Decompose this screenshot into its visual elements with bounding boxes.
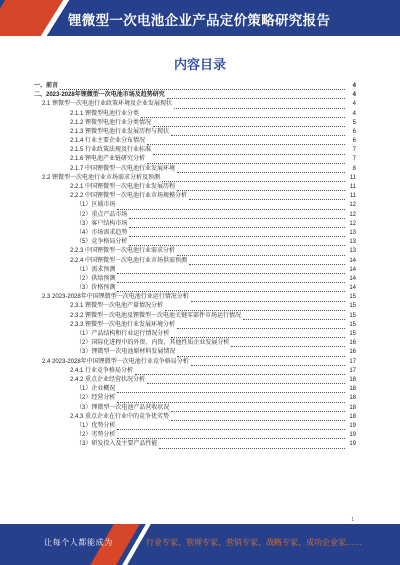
toc-entry[interactable] bbox=[34, 257, 356, 266]
toc-entry[interactable] bbox=[34, 128, 356, 137]
toc-entry-label: （3）锂微型一次电池原材料发展情况 bbox=[34, 348, 176, 357]
toc-leader-dots bbox=[129, 221, 345, 228]
toc-leader-dots bbox=[231, 340, 345, 347]
toc-leader-dots bbox=[117, 285, 345, 292]
toc-entry-label: 2.2 锂微型一次电池行业市场需求分析及预测 bbox=[34, 174, 161, 183]
toc-entry[interactable] bbox=[34, 376, 356, 385]
toc-leader-dots bbox=[177, 322, 345, 329]
toc-entry-label: 2.1.1 锂微型电池行业分类 bbox=[34, 110, 140, 119]
toc-entry[interactable] bbox=[34, 156, 356, 165]
toc-entry[interactable] bbox=[34, 82, 356, 91]
toc-leader-dots bbox=[171, 129, 345, 136]
toc-entry-label: 2.1.2 锂微型电池行业分类情况 bbox=[34, 119, 152, 128]
toc-entry[interactable] bbox=[34, 440, 356, 449]
toc-entry-page: 6 bbox=[352, 138, 356, 145]
toc-entry[interactable] bbox=[34, 303, 356, 312]
toc-leader-dots bbox=[117, 432, 345, 439]
toc-leader-dots bbox=[191, 295, 345, 302]
toc-entry-label: 二、2023-2028年锂微型一次电池市场及趋势研究 bbox=[34, 91, 166, 100]
toc-entry-label: （3）锂微型一次电池产品营收状况 bbox=[34, 404, 170, 413]
toc-entry-page: 7 bbox=[352, 147, 356, 154]
toc-leader-dots bbox=[243, 313, 345, 320]
toc-entry-page: 13 bbox=[349, 239, 356, 246]
toc-entry[interactable] bbox=[34, 321, 356, 330]
toc-entry-label: （5）竞争格局分析 bbox=[34, 238, 128, 247]
toc-entry-page: 6 bbox=[352, 128, 356, 135]
toc-entry-label: （2）劣势分析 bbox=[34, 431, 116, 440]
toc-entry[interactable] bbox=[34, 146, 356, 155]
toc-leader-dots bbox=[177, 249, 345, 256]
toc-entry[interactable] bbox=[34, 404, 356, 413]
toc-entry-label: 2.3.2 锂微型一次电池及锂微型一次电池关键零部件市场运行情况 bbox=[34, 312, 242, 321]
toc-entry-label: （3）客户结构市场 bbox=[34, 220, 128, 229]
toc-entry[interactable] bbox=[34, 137, 356, 146]
toc-heading: 内容目录 bbox=[173, 57, 226, 72]
toc-entry[interactable] bbox=[34, 330, 356, 339]
toc-entry[interactable] bbox=[34, 100, 356, 109]
toc-entry-page: 11 bbox=[349, 184, 356, 191]
toc-entry-label: 2.2.3 中国锂微型一次电池行业需求分析 bbox=[34, 247, 176, 256]
toc-leader-dots bbox=[129, 212, 345, 219]
toc-leader-dots bbox=[117, 267, 345, 274]
toc-leader-dots bbox=[117, 423, 345, 430]
toc-entry-label: 一、前言 bbox=[34, 82, 59, 91]
toc-entry-label: 2.3 2023-2028年中国锂微型一次电池行业运行情况分析 bbox=[34, 293, 190, 302]
toc-entry-page: 17 bbox=[349, 367, 356, 374]
toc-entry-label: （1）产品结构和行业运行情况分析 bbox=[34, 330, 170, 339]
toc-entry-page: 15 bbox=[349, 331, 356, 338]
toc-entry-page: 16 bbox=[349, 349, 356, 356]
toc-leader-dots bbox=[117, 386, 345, 393]
toc-entry[interactable] bbox=[34, 339, 356, 348]
toc-leader-dots bbox=[117, 276, 345, 283]
toc-entry[interactable] bbox=[34, 394, 356, 403]
toc-entry-page: 14 bbox=[349, 257, 356, 264]
toc-entry-label: 2.1.7 中国锂微型一次电池行业发展环境 bbox=[34, 165, 176, 174]
toc-entry[interactable] bbox=[34, 174, 356, 183]
toc-entry[interactable] bbox=[34, 119, 356, 128]
toc-entry-label: 2.1.3 锂微型电池行业发展历程与现状 bbox=[34, 128, 170, 137]
page-header-banner bbox=[0, 0, 400, 36]
toc-entry-label: （1）优势分析 bbox=[34, 422, 116, 431]
toc-entry-page: 4 bbox=[352, 92, 356, 99]
toc-entry-label: 2.1 锂微型一次电池行业政策环境及企业发展现状 bbox=[34, 100, 173, 109]
toc-leader-dots bbox=[60, 83, 345, 90]
toc-entry-label: 2.4.3 重点企业在行业中的竞争优劣势 bbox=[34, 413, 170, 422]
toc-entry-label: （1）企业概况 bbox=[34, 385, 116, 394]
toc-entry-label: （2）供给预测 bbox=[34, 275, 116, 284]
toc-entry-page: 19 bbox=[349, 441, 356, 448]
toc-entry-page: 5 bbox=[352, 119, 356, 126]
toc-entry-page: 11 bbox=[349, 174, 356, 181]
toc-entry-page: 19 bbox=[349, 432, 356, 439]
toc-leader-dots bbox=[171, 405, 345, 412]
toc-entry[interactable] bbox=[34, 211, 356, 220]
toc-entry[interactable] bbox=[34, 348, 356, 357]
toc-entry[interactable] bbox=[34, 220, 356, 229]
toc-leader-dots bbox=[129, 239, 345, 246]
toc-leader-dots bbox=[177, 350, 345, 357]
toc-entry-page: 15 bbox=[349, 294, 356, 301]
footer-slogan: 让每个人都能成为 bbox=[44, 538, 113, 547]
toc-entry-page: 18 bbox=[349, 413, 356, 420]
toc-entry[interactable] bbox=[34, 367, 356, 376]
toc-entry-label: 2.1.6 锂电池产业链研究分析 bbox=[34, 155, 146, 164]
toc-entry-label: 2.4.1 行业竞争格局分析 bbox=[34, 367, 134, 376]
toc-leader-dots bbox=[162, 175, 345, 182]
toc-entry-page: 12 bbox=[349, 202, 356, 209]
toc-entry-label: （3）研发投入及主要产品性能 bbox=[34, 440, 158, 449]
toc-entry[interactable] bbox=[34, 110, 356, 119]
toc-entry-label: （1）需求预测 bbox=[34, 266, 116, 275]
toc-entry-page: 13 bbox=[349, 229, 356, 236]
toc-entry-page: 15 bbox=[349, 312, 356, 319]
toc-leader-dots bbox=[189, 193, 345, 200]
toc-entry-label: 2.2.2 中国锂微型一次电池行业市场规模分析 bbox=[34, 192, 188, 201]
toc-leader-dots bbox=[147, 138, 345, 145]
toc-entry[interactable] bbox=[34, 238, 356, 247]
toc-entry-page: 18 bbox=[349, 386, 356, 393]
page-number: 1 bbox=[351, 517, 354, 523]
toc-leader-dots bbox=[135, 368, 345, 375]
toc-entry-label: （2）经营分析 bbox=[34, 394, 116, 403]
toc-leader-dots bbox=[159, 442, 345, 449]
toc-entry[interactable] bbox=[34, 385, 356, 394]
toc-entry-page: 19 bbox=[349, 422, 356, 429]
toc-entry[interactable] bbox=[34, 312, 356, 321]
toc-entry-page: 18 bbox=[349, 376, 356, 383]
toc-leader-dots bbox=[165, 304, 345, 311]
toc-leader-dots bbox=[153, 120, 345, 127]
report-title: 锂微型一次电池企业产品定价策略研究报告 bbox=[68, 13, 331, 28]
toc-entry-page: 16 bbox=[349, 340, 356, 347]
toc-entry-label: （2）重点产品市场 bbox=[34, 211, 128, 220]
toc-leader-dots bbox=[171, 331, 345, 338]
toc-entry[interactable] bbox=[34, 229, 356, 238]
table-of-contents bbox=[34, 82, 356, 450]
toc-entry[interactable] bbox=[34, 201, 356, 210]
toc-entry-label: 2.1.5 行业政策法规及行业标准 bbox=[34, 146, 152, 155]
toc-leader-dots bbox=[153, 148, 345, 155]
toc-leader-dots bbox=[129, 230, 345, 237]
toc-leader-dots bbox=[177, 166, 345, 173]
toc-entry-page: 15 bbox=[349, 303, 356, 310]
toc-entry[interactable] bbox=[34, 358, 356, 367]
toc-entry-label: （4）市场需求趋势 bbox=[34, 229, 128, 238]
toc-entry-page: 13 bbox=[349, 248, 356, 255]
toc-entry[interactable] bbox=[34, 413, 356, 422]
toc-entry[interactable] bbox=[34, 284, 356, 293]
toc-entry-label: （2）国际化进程中的外资、内资、其他性质企业发展分析 bbox=[34, 339, 230, 348]
toc-entry-page: 14 bbox=[349, 275, 356, 282]
toc-entry-label: 2.3.3 锂微型一次电池行业发展环境分析 bbox=[34, 321, 176, 330]
toc-leader-dots bbox=[174, 102, 345, 109]
toc-entry[interactable] bbox=[34, 183, 356, 192]
toc-entry[interactable] bbox=[34, 247, 356, 256]
toc-leader-dots bbox=[147, 157, 345, 164]
toc-leader-dots bbox=[171, 414, 345, 421]
toc-entry-label: 2.1.4 行业主要企业分布情况 bbox=[34, 137, 146, 146]
toc-entry[interactable] bbox=[34, 192, 356, 201]
toc-entry-label: 2.4 2023-2028年中国锂微型一次电池行业竞争格局分析 bbox=[34, 358, 190, 367]
toc-entry-page: 14 bbox=[349, 285, 356, 292]
toc-entry-label: 2.3.1 锂微型一次电池产量情况分析 bbox=[34, 302, 164, 311]
toc-entry-page: 4 bbox=[352, 82, 356, 89]
toc-entry-page: 17 bbox=[349, 358, 356, 365]
toc-entry-label: 2.4.2 重点企业经营状况分析 bbox=[34, 376, 146, 385]
page-footer-banner bbox=[0, 524, 400, 565]
toc-leader-dots bbox=[177, 184, 345, 191]
toc-entry-page: 18 bbox=[349, 404, 356, 411]
toc-entry[interactable] bbox=[34, 431, 356, 440]
toc-entry-page: 12 bbox=[349, 220, 356, 227]
toc-leader-dots bbox=[117, 203, 345, 210]
toc-entry-page: 11 bbox=[349, 193, 356, 200]
toc-entry-page: 4 bbox=[352, 110, 356, 117]
toc-leader-dots bbox=[147, 377, 345, 384]
toc-leader-dots bbox=[189, 258, 345, 265]
toc-entry[interactable] bbox=[34, 293, 356, 302]
toc-entry-label: （1）区域市场 bbox=[34, 201, 116, 210]
toc-entry[interactable] bbox=[34, 422, 356, 431]
toc-entry[interactable] bbox=[34, 275, 356, 284]
toc-entry-label: （3）价格预测 bbox=[34, 284, 116, 293]
toc-entry-page: 12 bbox=[349, 211, 356, 218]
toc-entry-page: 7 bbox=[352, 156, 356, 163]
toc-entry-page: 8 bbox=[352, 165, 356, 172]
toc-entry[interactable] bbox=[34, 266, 356, 275]
toc-entry-label: 2.2.4 中国锂微型一次电池行业市场供需预测 bbox=[34, 257, 188, 266]
toc-leader-dots bbox=[141, 111, 345, 118]
toc-leader-dots bbox=[167, 92, 345, 99]
toc-entry-page: 15 bbox=[349, 321, 356, 328]
toc-leader-dots bbox=[191, 359, 345, 366]
toc-entry-label: 2.2.1 中国锂微型一次电池行业发展历程 bbox=[34, 183, 176, 192]
footer-roles: 行业专家、管理专家、营销专家、战略专家、成功企业家…… bbox=[146, 538, 362, 547]
toc-leader-dots bbox=[117, 396, 345, 403]
toc-entry[interactable] bbox=[34, 165, 356, 174]
toc-entry-page: 4 bbox=[352, 101, 356, 108]
toc-entry[interactable] bbox=[34, 91, 356, 100]
toc-entry-page: 14 bbox=[349, 266, 356, 273]
toc-entry-page: 18 bbox=[349, 395, 356, 402]
